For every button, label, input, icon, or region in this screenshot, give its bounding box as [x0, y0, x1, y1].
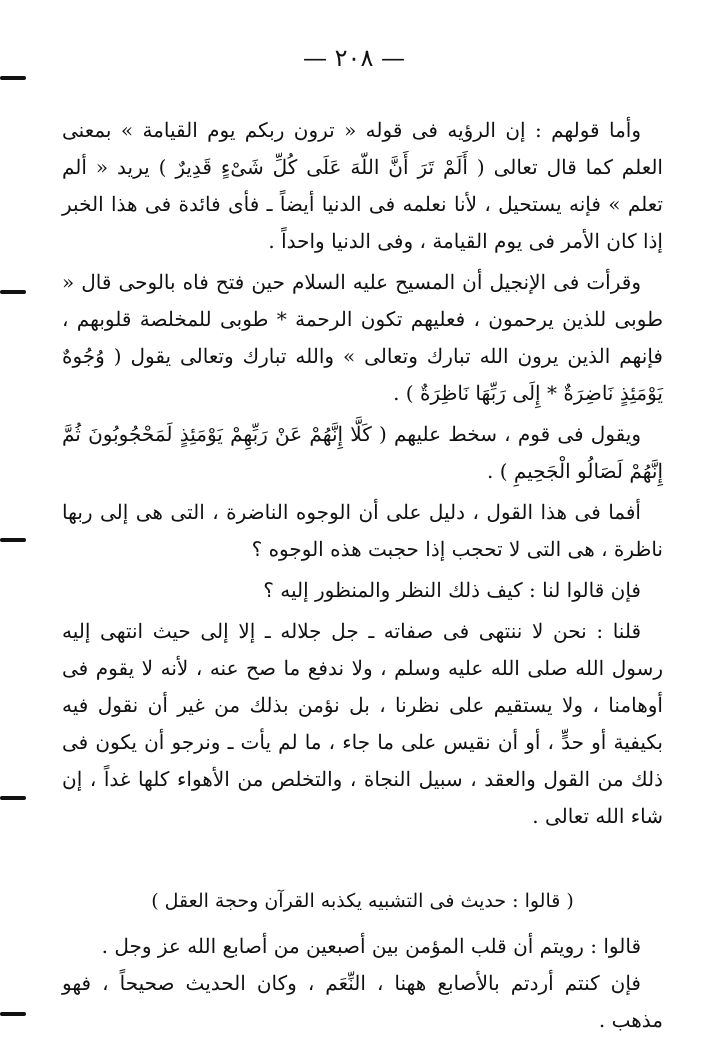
paragraph: فإن قالوا لنا : كيف ذلك النظر والمنظور إليه ؟ [263, 578, 641, 602]
margin-mark [0, 538, 26, 542]
paragraph: فإن كنتم أردتم بالأصابع ههنا ، النِّعَم ، وكان الحديث صحيحاً ، فهو مذهب . [62, 971, 663, 1032]
margin-mark [0, 1012, 26, 1016]
paragraph: قالوا : رويتم أن قلب المؤمن بين أصبعين من أصابع الله عز وجل . [101, 934, 641, 958]
margin-mark [0, 76, 26, 80]
margin-mark [0, 290, 26, 294]
paragraph: وأما قولهم : إن الرؤيه فى قوله « ترون ربكم يوم القيامة » بمعنى العلم كما قال تعالى ( أَلَمْ تَرَ أَنَّ اللّهَ عَلَى كُلِّ شَىْءٍ قَدِيرٌ ) يريد « ألم تعلم » فإنه يستحيل ، لأنا نعلمه فى الدنيا أيضاً ـ فأى فائدة فى هذا الخبر إذا كان الأمر فى يوم القيامة ، وفى الدنيا واحداً . [62, 118, 663, 253]
body-text [62, 112, 663, 835]
paragraph: ويقول فى قوم ، سخط عليهم ( كَلَّا إِنَّهُمْ عَنْ رَبِّهِمْ يَوْمَئِذٍ لَمَحْجُوبُونَ ثُمَّ إِنَّهُمْ لَصَالُو الْجَحِيمِ ) . [62, 422, 663, 483]
section-heading: ( قالوا : حديث فى التشبيه يكذبه القرآن وحجة العقل ) [151, 890, 574, 912]
paragraph: قلنا : نحن لا ننتهى فى صفاته ـ جل جلاله ـ إلا إلى حيث انتهى إليه رسول الله صلى الله عليه وسلم ، ولا ندفع ما صح عنه ، لأنه لا يقوم فى أوهامنا ، ولا يستقيم على نظرنا ، بل نؤمن بذلك من غير أن نقول فيه بكيفية أو حدٍّ ، أو أن نقيس على ما جاء ، ما لم يأت ـ ونرجو أن يكون فى ذلك من القول والعقد ، سبيل النجاة ، والتخلص من الأهواء كلها غداً ، إن شاء الله تعالى . [62, 619, 663, 828]
page-number: — ٢٠٨ — [303, 44, 405, 72]
paragraph: أفما فى هذا القول ، دليل على أن الوجوه الناضرة ، التى هى إلى ربها ناظرة ، هى التى لا تحجب إذا حجبت هذه الوجوه ؟ [62, 500, 663, 561]
closing-text [62, 928, 663, 1039]
paragraph: وقرأت فى الإنجيل أن المسيح عليه السلام حين فتح فاه بالوحى قال « طوبى للذين يرحمون ، فعليهم تكون الرحمة * طوبى للمخلصة قلوبهم ، فإنهم الذين يرون الله تبارك وتعالى » والله تبارك وتعالى يقول ( وُجُوهٌ يَوْمَئِذٍ نَاضِرَةٌ * إِلَى رَبِّهَا نَاظِرَةٌ ) . [62, 270, 663, 405]
margin-mark [0, 796, 26, 800]
